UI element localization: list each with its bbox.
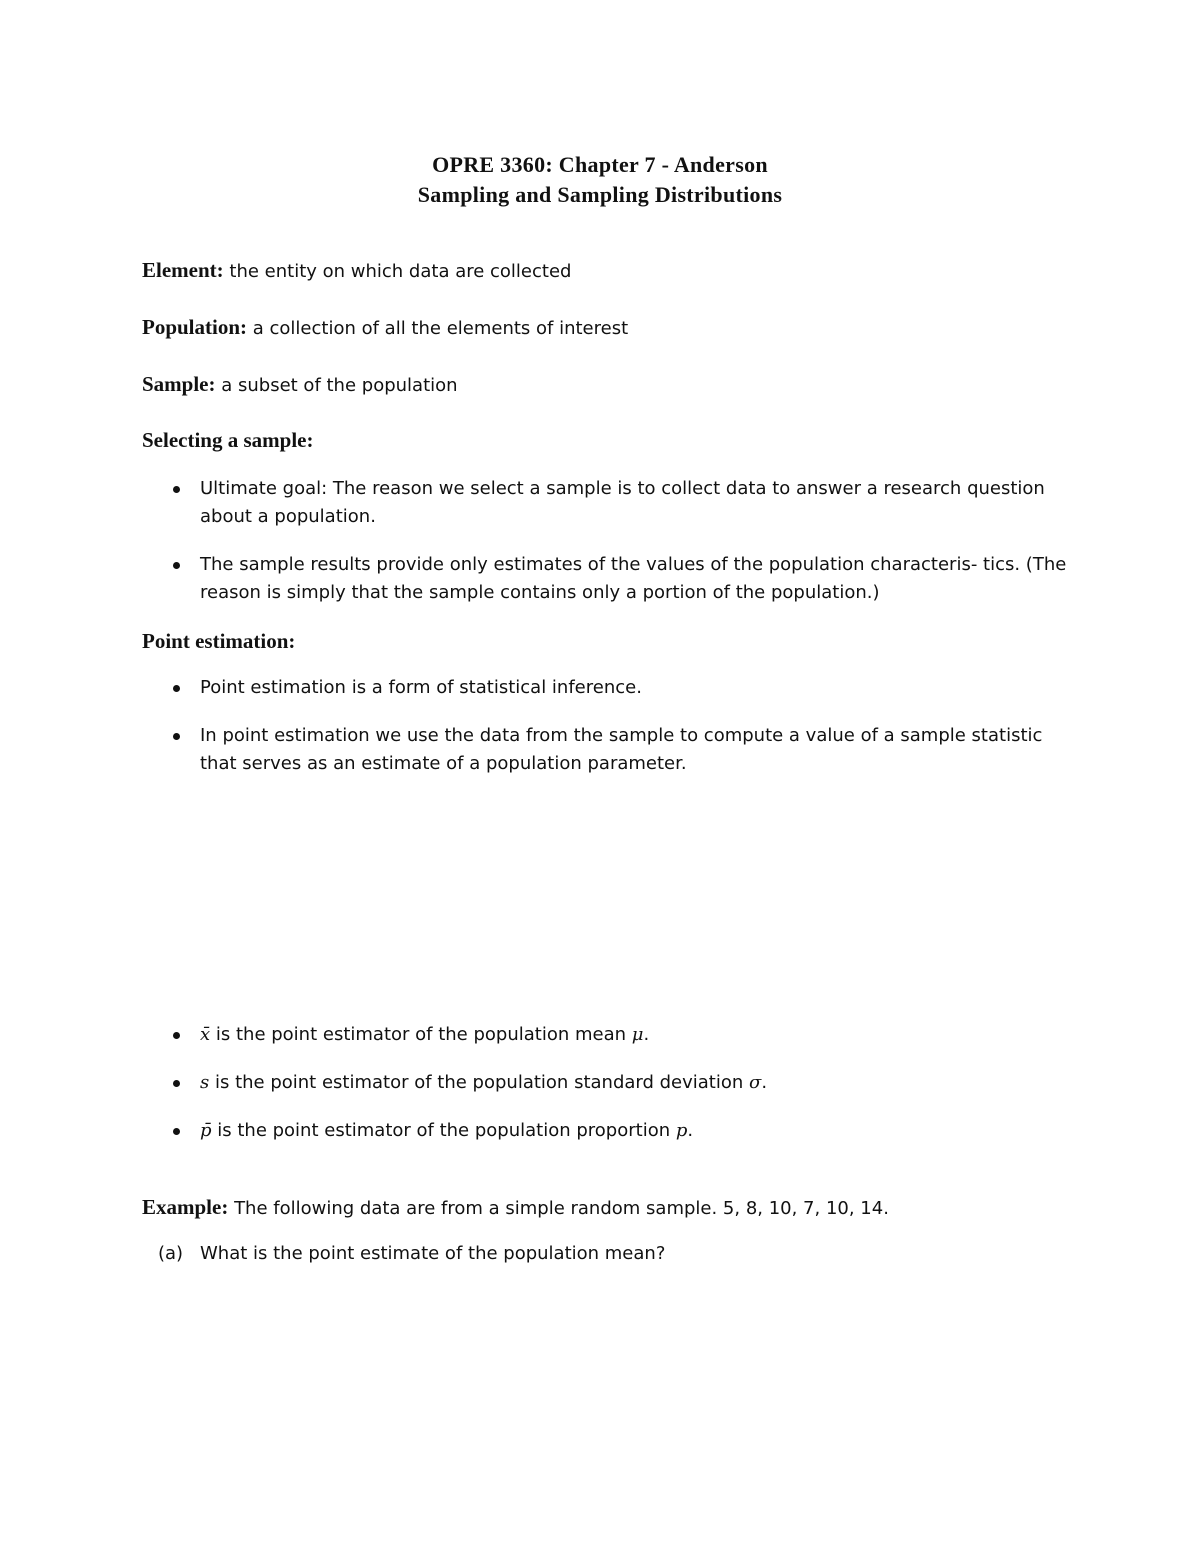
list-item-text: In point estimation we use the data from the sample to compute a value of a sample statistic that serves as an estimate of a population parameter. bbox=[200, 725, 1043, 774]
definition-term: Sample: bbox=[142, 372, 216, 396]
estimator-item bbox=[170, 1069, 1070, 1097]
estimator-item bbox=[170, 1117, 1070, 1145]
list-item bbox=[170, 674, 1070, 702]
definition-population bbox=[142, 313, 1072, 343]
parameter-symbol: σ bbox=[749, 1072, 762, 1093]
sentence-end: . bbox=[687, 1120, 694, 1141]
list-item bbox=[170, 551, 1070, 607]
bullet-icon bbox=[173, 1128, 180, 1135]
title-block bbox=[0, 150, 1200, 210]
bullet-icon bbox=[173, 1080, 180, 1087]
estimator-item bbox=[170, 1021, 1070, 1049]
example-term: Example: bbox=[142, 1195, 229, 1219]
bullet-icon bbox=[173, 1032, 180, 1039]
example-text: The following data are from a simple random sample. 5, 8, 10, 7, 10, 14. bbox=[234, 1198, 889, 1219]
bullet-icon bbox=[173, 685, 180, 692]
page-title: OPRE 3360: Chapter 7 - Anderson bbox=[432, 152, 768, 177]
list-item bbox=[170, 722, 1070, 778]
definition-text: a subset of the population bbox=[221, 375, 458, 396]
definition-element bbox=[142, 256, 1072, 286]
bullet-icon bbox=[173, 733, 180, 740]
list-item-text: Point estimation is a form of statistical inference. bbox=[200, 677, 642, 698]
list-item bbox=[170, 475, 1070, 531]
definition-term: Population: bbox=[142, 315, 248, 339]
estimator-text: is the point estimator of the population proportion bbox=[211, 1120, 676, 1141]
definition-text: the entity on which data are collected bbox=[229, 261, 572, 282]
list-item-text: The sample results provide only estimates of the values of the population characteris- tics. (The reason is simply that the sample contains only a portion of the population.) bbox=[200, 554, 1067, 603]
selecting-heading: Selecting a sample: bbox=[142, 428, 314, 452]
parameter-symbol: μ bbox=[631, 1024, 644, 1045]
estimator-symbol: p̄ bbox=[200, 1120, 212, 1141]
estimator-symbol: x̄ bbox=[200, 1024, 211, 1045]
estimator-symbol: s bbox=[200, 1072, 210, 1093]
part-label: (a) bbox=[158, 1243, 184, 1264]
bullet-icon bbox=[173, 562, 180, 569]
sentence-end: . bbox=[643, 1024, 650, 1045]
definition-text: a collection of all the elements of interest bbox=[252, 318, 629, 339]
point-estimation-heading: Point estimation: bbox=[142, 629, 296, 653]
estimator-text: is the point estimator of the population mean bbox=[210, 1024, 632, 1045]
bullet-icon bbox=[173, 486, 180, 493]
definition-term: Element: bbox=[142, 258, 224, 282]
definition-sample bbox=[142, 370, 1072, 400]
example-part bbox=[158, 1240, 1058, 1268]
list-item-text: Ultimate goal: The reason we select a sample is to collect data to answer a research question about a population. bbox=[200, 478, 1045, 527]
example-paragraph bbox=[142, 1193, 1072, 1223]
parameter-symbol: p bbox=[675, 1120, 688, 1141]
page-subtitle: Sampling and Sampling Distributions bbox=[417, 182, 783, 207]
sentence-end: . bbox=[761, 1072, 768, 1093]
estimator-text: is the point estimator of the population standard deviation bbox=[209, 1072, 750, 1093]
part-question: What is the point estimate of the population mean? bbox=[200, 1243, 666, 1264]
